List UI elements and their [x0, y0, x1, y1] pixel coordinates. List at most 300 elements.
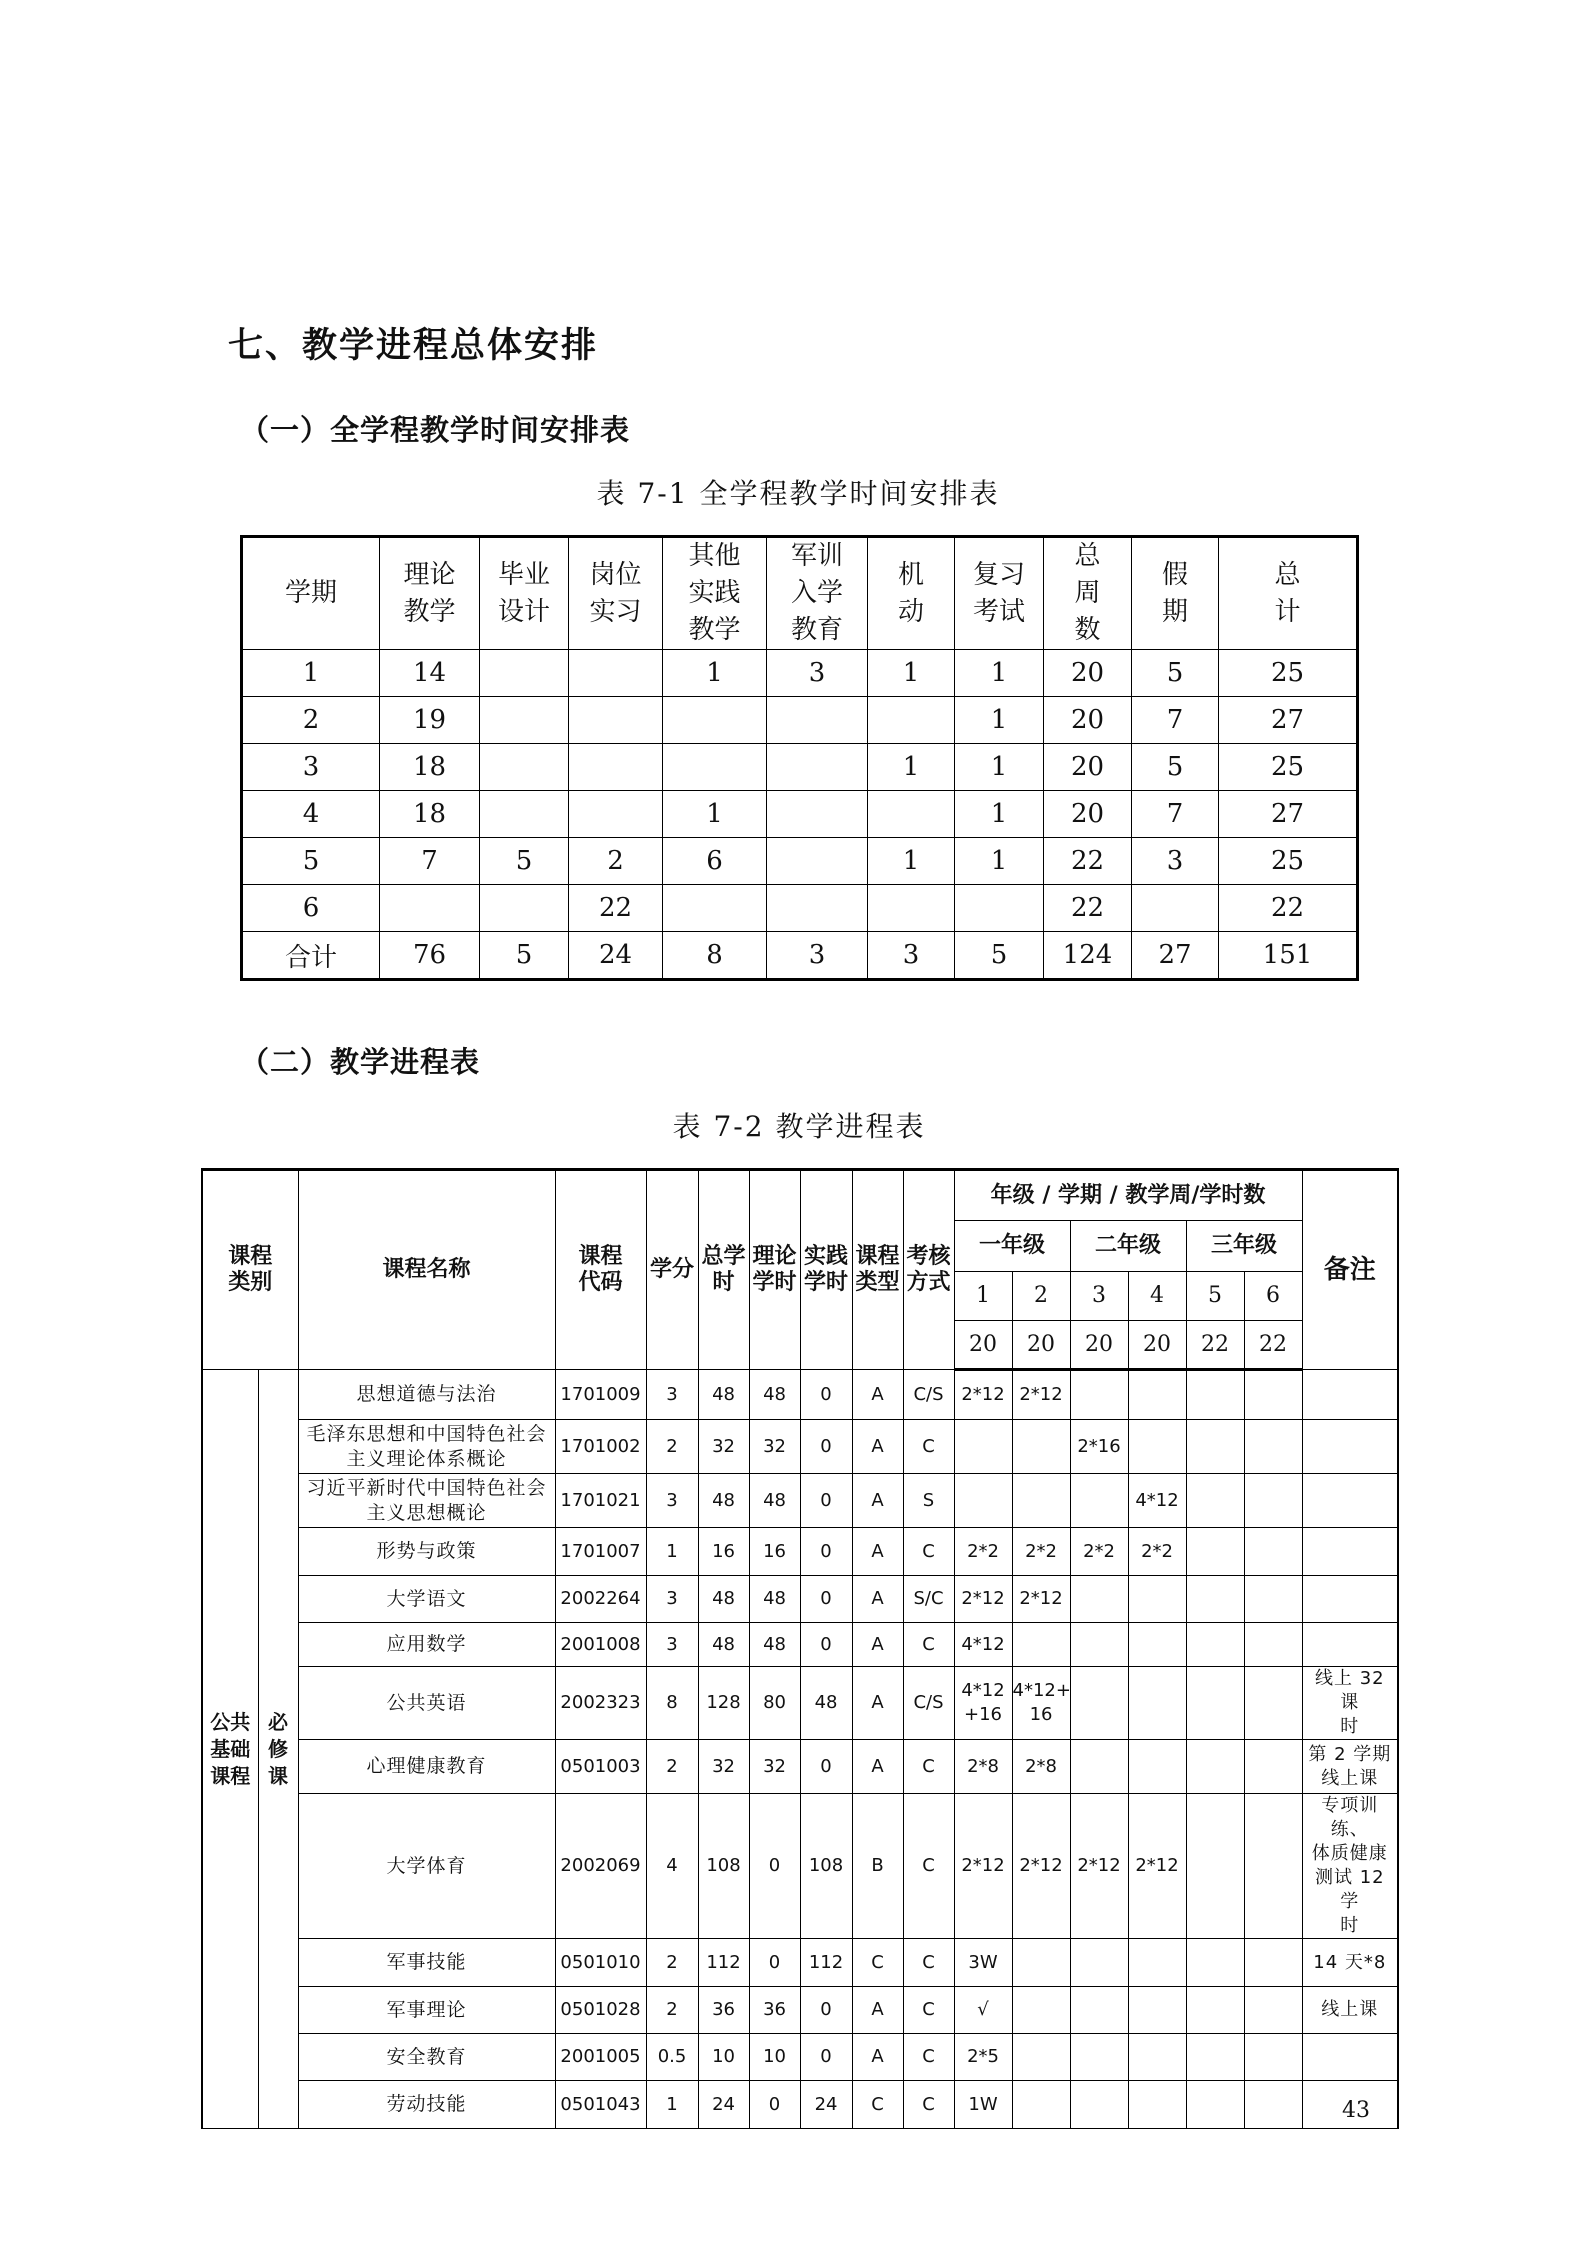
table1-cell: 25 — [1219, 838, 1358, 885]
course-type: A — [852, 1474, 903, 1528]
course-theory: 32 — [749, 1740, 800, 1794]
course-credit: 4 — [646, 1794, 698, 1939]
header-semester-4: 4 — [1128, 1272, 1186, 1321]
table1-cell: 22 — [1044, 885, 1132, 932]
course-remark: 14 天*8 — [1302, 1939, 1398, 1987]
course-type: A — [852, 1528, 903, 1576]
table1-header-cell: 总 计 — [1219, 537, 1358, 650]
table1-cell — [569, 697, 663, 744]
table1-row — [242, 791, 1358, 838]
course-practice: 108 — [800, 1794, 852, 1939]
header-year-3: 三年级 — [1186, 1221, 1302, 1272]
header-course-category: 课程 类别 — [202, 1170, 298, 1370]
course-s4: 4*12 — [1128, 1474, 1186, 1528]
course-theory: 16 — [749, 1528, 800, 1576]
table1-cell: 3 — [1132, 838, 1219, 885]
course-remark — [1302, 2034, 1398, 2081]
course-name: 思想道德与法治 — [298, 1370, 555, 1420]
course-s1: 2*12 — [954, 1794, 1012, 1939]
header-credit: 学分 — [646, 1170, 698, 1370]
course-name: 毛泽东思想和中国特色社会 主义理论体系概论 — [298, 1420, 555, 1474]
course-type: A — [852, 1667, 903, 1740]
course-s6 — [1244, 1623, 1302, 1667]
course-remark: 专项训练、 体质健康 测试 12 学 时 — [1302, 1794, 1398, 1939]
header-semester-3: 3 — [1070, 1272, 1128, 1321]
table1-cell: 8 — [663, 932, 767, 980]
table1-cell — [569, 791, 663, 838]
course-s5 — [1186, 2081, 1244, 2129]
course-code: 2002069 — [555, 1794, 646, 1939]
course-name: 公共英语 — [298, 1667, 555, 1740]
course-total: 108 — [698, 1794, 749, 1939]
course-total: 112 — [698, 1939, 749, 1987]
course-name: 劳动技能 — [298, 2081, 555, 2129]
course-s1: 2*5 — [954, 2034, 1012, 2081]
table1-cell: 22 — [1219, 885, 1358, 932]
course-theory: 80 — [749, 1667, 800, 1740]
course-remark — [1302, 1370, 1398, 1420]
table2-caption: 表 7-2 教学进程表 — [672, 1110, 926, 1143]
header-semester-1: 1 — [954, 1272, 1012, 1321]
course-s1: 2*12 — [954, 1576, 1012, 1623]
course-name: 心理健康教育 — [298, 1740, 555, 1794]
course-row — [202, 1576, 1398, 1623]
course-s1: 2*2 — [954, 1528, 1012, 1576]
course-s3 — [1070, 2034, 1128, 2081]
course-s2 — [1012, 2081, 1070, 2129]
course-type: A — [852, 2034, 903, 2081]
section-title: 七、教学进程总体安排 — [228, 326, 599, 366]
course-assess: C — [903, 1420, 954, 1474]
table1-cell: 2 — [242, 697, 380, 744]
course-total: 36 — [698, 1987, 749, 2034]
course-s4 — [1128, 1939, 1186, 1987]
header-course-type: 课程 类型 — [852, 1170, 903, 1370]
table1-cell: 124 — [1044, 932, 1132, 980]
course-row — [202, 1528, 1398, 1576]
course-s2: 2*12 — [1012, 1794, 1070, 1939]
table1-cell: 76 — [380, 932, 480, 980]
course-type: B — [852, 1794, 903, 1939]
table1-row — [242, 744, 1358, 791]
table1-cell — [480, 650, 569, 697]
table1-cell: 20 — [1044, 697, 1132, 744]
course-row — [202, 1740, 1398, 1794]
course-practice: 0 — [800, 2034, 852, 2081]
table1-cell: 27 — [1132, 932, 1219, 980]
table1-cell — [663, 697, 767, 744]
course-s4 — [1128, 1576, 1186, 1623]
course-assess: C/S — [903, 1667, 954, 1740]
table1-cell: 18 — [380, 791, 480, 838]
course-s2 — [1012, 2034, 1070, 2081]
course-s6 — [1244, 1667, 1302, 1740]
header-course-name: 课程名称 — [298, 1170, 555, 1370]
course-practice: 0 — [800, 1623, 852, 1667]
table1-cell: 7 — [1132, 697, 1219, 744]
table1-cell: 5 — [480, 932, 569, 980]
table1-cell: 3 — [767, 932, 868, 980]
course-s3: 2*12 — [1070, 1794, 1128, 1939]
course-s2: 2*12 — [1012, 1370, 1070, 1420]
table1-cell: 7 — [380, 838, 480, 885]
table1-cell: 5 — [480, 838, 569, 885]
table1-cell: 1 — [955, 744, 1044, 791]
course-s5 — [1186, 1370, 1244, 1420]
course-type: A — [852, 1623, 903, 1667]
course-practice: 0 — [800, 1420, 852, 1474]
course-remark — [1302, 1528, 1398, 1576]
table1-cell: 7 — [1132, 791, 1219, 838]
course-s2 — [1012, 1939, 1070, 1987]
table1-row — [242, 932, 1358, 980]
course-remark — [1302, 1474, 1398, 1528]
table1-cell: 1 — [868, 744, 955, 791]
table1-header-cell: 其他 实践 教学 — [663, 537, 767, 650]
course-remark — [1302, 1420, 1398, 1474]
header-weeks-1: 20 — [954, 1321, 1012, 1370]
course-s2 — [1012, 1474, 1070, 1528]
course-name: 大学语文 — [298, 1576, 555, 1623]
category-required: 必 修 课 — [258, 1370, 298, 2129]
course-s4 — [1128, 1623, 1186, 1667]
course-theory: 0 — [749, 1794, 800, 1939]
header-weeks-3: 20 — [1070, 1321, 1128, 1370]
course-row — [202, 1939, 1398, 1987]
course-s6 — [1244, 1420, 1302, 1474]
course-type: C — [852, 2081, 903, 2129]
course-total: 32 — [698, 1740, 749, 1794]
course-assess: C — [903, 1794, 954, 1939]
course-credit: 2 — [646, 1987, 698, 2034]
course-s1: 3W — [954, 1939, 1012, 1987]
course-assess: C — [903, 2034, 954, 2081]
table1-cell — [663, 744, 767, 791]
table1-cell — [380, 885, 480, 932]
course-assess: S — [903, 1474, 954, 1528]
course-practice: 0 — [800, 1576, 852, 1623]
course-s3 — [1070, 1987, 1128, 2034]
course-s3 — [1070, 1939, 1128, 1987]
table1-cell: 1 — [955, 791, 1044, 838]
course-type: A — [852, 1420, 903, 1474]
course-assess: S/C — [903, 1576, 954, 1623]
table1-row — [242, 650, 1358, 697]
header-weeks-5: 22 — [1186, 1321, 1244, 1370]
table1-cell: 3 — [242, 744, 380, 791]
course-s6 — [1244, 1528, 1302, 1576]
table1-cell — [480, 744, 569, 791]
course-practice: 0 — [800, 1370, 852, 1420]
course-row — [202, 1623, 1398, 1667]
table1-cell: 2 — [569, 838, 663, 885]
course-remark: 线上课 — [1302, 1987, 1398, 2034]
course-row — [202, 1370, 1398, 1420]
course-theory: 0 — [749, 2081, 800, 2129]
course-theory: 10 — [749, 2034, 800, 2081]
table1-cell: 1 — [663, 650, 767, 697]
table1-cell: 3 — [767, 650, 868, 697]
table1-header-cell: 总 周 数 — [1044, 537, 1132, 650]
course-s4 — [1128, 1667, 1186, 1740]
teaching-time-table — [240, 535, 1359, 981]
course-code: 2001005 — [555, 2034, 646, 2081]
course-credit: 2 — [646, 1420, 698, 1474]
table1-row — [242, 697, 1358, 744]
course-s5 — [1186, 1667, 1244, 1740]
header-year-1: 一年级 — [954, 1221, 1070, 1272]
course-s4 — [1128, 1987, 1186, 2034]
course-row — [202, 1794, 1398, 1939]
table1-row — [242, 838, 1358, 885]
table1-header-cell: 理论 教学 — [380, 537, 480, 650]
course-s2: 2*8 — [1012, 1740, 1070, 1794]
table1-cell — [480, 697, 569, 744]
header-semester-2: 2 — [1012, 1272, 1070, 1321]
table1-row — [242, 885, 1358, 932]
course-code: 2001008 — [555, 1623, 646, 1667]
course-type: A — [852, 1370, 903, 1420]
course-name: 应用数学 — [298, 1623, 555, 1667]
course-s4: 2*12 — [1128, 1794, 1186, 1939]
course-total: 128 — [698, 1667, 749, 1740]
course-s5 — [1186, 1420, 1244, 1474]
course-s5 — [1186, 1794, 1244, 1939]
course-s6 — [1244, 1740, 1302, 1794]
course-name: 军事理论 — [298, 1987, 555, 2034]
course-s2 — [1012, 1420, 1070, 1474]
course-type: A — [852, 1740, 903, 1794]
table1-cell — [868, 885, 955, 932]
course-s2: 2*12 — [1012, 1576, 1070, 1623]
course-s5 — [1186, 1623, 1244, 1667]
course-s4 — [1128, 2081, 1186, 2129]
course-s4 — [1128, 2034, 1186, 2081]
course-s5 — [1186, 1987, 1244, 2034]
course-s6 — [1244, 1370, 1302, 1420]
table1-cell: 1 — [955, 838, 1044, 885]
course-remark: 第 2 学期 线上课 — [1302, 1740, 1398, 1794]
course-credit: 3 — [646, 1474, 698, 1528]
course-credit: 3 — [646, 1576, 698, 1623]
table1-cell: 22 — [1044, 838, 1132, 885]
table1-cell: 27 — [1219, 791, 1358, 838]
header-practice-hours: 实践 学时 — [800, 1170, 852, 1370]
course-practice: 48 — [800, 1667, 852, 1740]
header-total-hours: 总学 时 — [698, 1170, 749, 1370]
table1-cell: 19 — [380, 697, 480, 744]
course-remark: 线上 32 课 时 — [1302, 1667, 1398, 1740]
table1-cell: 25 — [1219, 650, 1358, 697]
course-practice: 0 — [800, 1987, 852, 2034]
table1-cell: 22 — [569, 885, 663, 932]
course-name: 大学体育 — [298, 1794, 555, 1939]
course-s5 — [1186, 1576, 1244, 1623]
course-remark — [1302, 1576, 1398, 1623]
course-s3: 2*16 — [1070, 1420, 1128, 1474]
course-s1: 2*8 — [954, 1740, 1012, 1794]
header-remarks: 备注 — [1302, 1170, 1398, 1370]
course-s3 — [1070, 1474, 1128, 1528]
course-row — [202, 2034, 1398, 2081]
course-credit: 1 — [646, 1528, 698, 1576]
table1-cell — [767, 885, 868, 932]
table1-cell — [569, 744, 663, 791]
course-s6 — [1244, 1576, 1302, 1623]
table1-cell — [767, 838, 868, 885]
course-s1: 2*12 — [954, 1370, 1012, 1420]
table1-cell: 5 — [1132, 650, 1219, 697]
subsection2-title: （二）教学进程表 — [240, 1045, 481, 1079]
course-s2: 2*2 — [1012, 1528, 1070, 1576]
course-row — [202, 1667, 1398, 1740]
course-s3 — [1070, 1740, 1128, 1794]
course-type: A — [852, 1987, 903, 2034]
course-name: 安全教育 — [298, 2034, 555, 2081]
course-s2 — [1012, 1623, 1070, 1667]
table1-cell — [767, 791, 868, 838]
course-s1: 4*12 — [954, 1623, 1012, 1667]
course-s1: √ — [954, 1987, 1012, 2034]
course-type: C — [852, 1939, 903, 1987]
course-row — [202, 2081, 1398, 2129]
header-semester-6: 6 — [1244, 1272, 1302, 1321]
course-code: 1701021 — [555, 1474, 646, 1528]
table1-cell: 20 — [1044, 744, 1132, 791]
course-s1: 4*12 +16 — [954, 1667, 1012, 1740]
teaching-progress-table — [201, 1168, 1399, 2129]
course-assess: C — [903, 1528, 954, 1576]
course-s3 — [1070, 1667, 1128, 1740]
course-credit: 3 — [646, 1623, 698, 1667]
table1-cell: 6 — [663, 838, 767, 885]
table1-header-cell: 岗位 实习 — [569, 537, 663, 650]
table1-header-cell: 军训 入学 教育 — [767, 537, 868, 650]
course-s1: 1W — [954, 2081, 1012, 2129]
table1-cell: 3 — [868, 932, 955, 980]
course-name: 形势与政策 — [298, 1528, 555, 1576]
course-s4 — [1128, 1370, 1186, 1420]
header-assessment: 考核 方式 — [903, 1170, 954, 1370]
course-row — [202, 1987, 1398, 2034]
table1-cell: 1 — [955, 697, 1044, 744]
course-name: 习近平新时代中国特色社会 主义思想概论 — [298, 1474, 555, 1528]
course-assess: C — [903, 1939, 954, 1987]
course-s2 — [1012, 1987, 1070, 2034]
course-total: 32 — [698, 1420, 749, 1474]
course-practice: 0 — [800, 1474, 852, 1528]
category-public-basic: 公共 基础 课程 — [202, 1370, 258, 2129]
header-weeks-4: 20 — [1128, 1321, 1186, 1370]
course-s5 — [1186, 1474, 1244, 1528]
course-practice: 112 — [800, 1939, 852, 1987]
table1-cell: 5 — [1132, 744, 1219, 791]
course-theory: 36 — [749, 1987, 800, 2034]
table1-cell: 1 — [663, 791, 767, 838]
table1-cell: 1 — [868, 838, 955, 885]
header-semester-5: 5 — [1186, 1272, 1244, 1321]
course-total: 48 — [698, 1576, 749, 1623]
course-total: 16 — [698, 1528, 749, 1576]
course-assess: C/S — [903, 1370, 954, 1420]
course-s3 — [1070, 1576, 1128, 1623]
table1-cell: 4 — [242, 791, 380, 838]
table1-cell: 5 — [242, 838, 380, 885]
course-assess: C — [903, 1740, 954, 1794]
header-theory-hours: 理论 学时 — [749, 1170, 800, 1370]
course-practice: 0 — [800, 1740, 852, 1794]
table1-cell — [868, 791, 955, 838]
course-credit: 2 — [646, 1740, 698, 1794]
table1-cell — [955, 885, 1044, 932]
course-code: 0501043 — [555, 2081, 646, 2129]
table1-cell: 25 — [1219, 744, 1358, 791]
course-total: 48 — [698, 1474, 749, 1528]
course-s4: 2*2 — [1128, 1528, 1186, 1576]
course-s5 — [1186, 2034, 1244, 2081]
course-code: 1701009 — [555, 1370, 646, 1420]
table1-cell: 18 — [380, 744, 480, 791]
table1-header-cell: 假 期 — [1132, 537, 1219, 650]
table1-cell — [767, 744, 868, 791]
header-year-2: 二年级 — [1070, 1221, 1186, 1272]
course-practice: 24 — [800, 2081, 852, 2129]
table1-cell: 5 — [955, 932, 1044, 980]
table1-cell — [868, 697, 955, 744]
table1-cell: 27 — [1219, 697, 1358, 744]
course-theory: 0 — [749, 1939, 800, 1987]
course-code: 0501028 — [555, 1987, 646, 2034]
table1-cell: 6 — [242, 885, 380, 932]
table1-cell: 20 — [1044, 650, 1132, 697]
subsection1-title: （一）全学程教学时间安排表 — [240, 413, 631, 447]
course-s5 — [1186, 1939, 1244, 1987]
course-theory: 32 — [749, 1420, 800, 1474]
table1-header-cell: 学期 — [242, 537, 380, 650]
course-assess: C — [903, 2081, 954, 2129]
course-assess: C — [903, 1987, 954, 2034]
table1-header-cell: 毕业 设计 — [480, 537, 569, 650]
course-practice: 0 — [800, 1528, 852, 1576]
table1-cell — [480, 791, 569, 838]
table1-cell — [569, 650, 663, 697]
table1-cell: 20 — [1044, 791, 1132, 838]
course-s4 — [1128, 1420, 1186, 1474]
table1-cell: 1 — [242, 650, 380, 697]
course-credit: 1 — [646, 2081, 698, 2129]
course-theory: 48 — [749, 1576, 800, 1623]
header-grade-semester: 年级 / 学期 / 教学周/学时数 — [954, 1170, 1302, 1221]
header-weeks-6: 22 — [1244, 1321, 1302, 1370]
course-s1 — [954, 1420, 1012, 1474]
table1-caption: 表 7-1 全学程教学时间安排表 — [596, 477, 1000, 510]
course-code: 0501010 — [555, 1939, 646, 1987]
course-code: 0501003 — [555, 1740, 646, 1794]
table1-header-cell: 机 动 — [868, 537, 955, 650]
course-code: 2002323 — [555, 1667, 646, 1740]
course-remark — [1302, 1623, 1398, 1667]
course-s4 — [1128, 1740, 1186, 1794]
page-number: 43 — [1342, 2098, 1370, 2123]
course-total: 48 — [698, 1370, 749, 1420]
course-s2: 4*12+ 16 — [1012, 1667, 1070, 1740]
course-type: A — [852, 1576, 903, 1623]
course-s6 — [1244, 2081, 1302, 2129]
table1-cell — [480, 885, 569, 932]
course-s3 — [1070, 1623, 1128, 1667]
course-code: 2002264 — [555, 1576, 646, 1623]
table1-cell: 合计 — [242, 932, 380, 980]
